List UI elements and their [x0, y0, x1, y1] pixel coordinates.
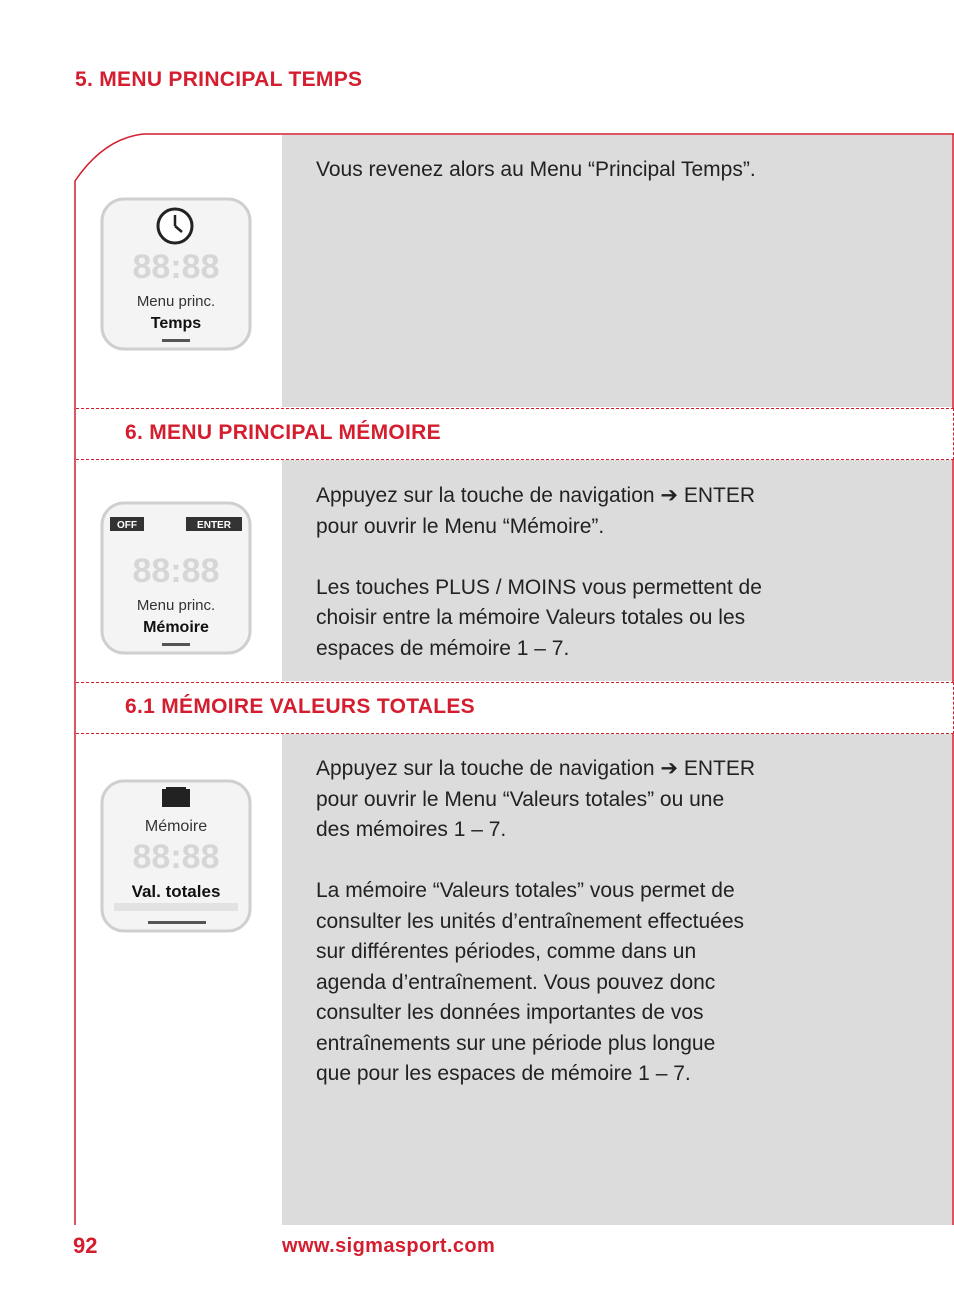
memory-icon: [162, 787, 190, 807]
section-5-heading: 5. MENU PRINCIPAL TEMPS: [75, 68, 363, 91]
device-line1-temps: Menu princ.: [136, 293, 216, 310]
off-label: OFF: [117, 520, 137, 531]
page-number: 92: [73, 1233, 98, 1258]
device-line2-valeurs: Val. totales: [131, 882, 221, 901]
clock-icon: [158, 209, 192, 243]
website-link[interactable]: www.sigmasport.com: [282, 1235, 496, 1257]
section-6-band: [76, 408, 954, 460]
section-6-text: Appuyez sur la touche de navigation ➔ ENTER pour ouvrir le Menu “Mémoire”. Les touches PLUS / MOINS vous permettent de choisir entre la mémoire Valeurs totales ou les espaces de mémoire 1 – 7.: [316, 484, 762, 660]
digits-temps: 88:88: [132, 248, 220, 286]
device-line2-temps: Temps: [150, 315, 202, 332]
device-line2-memoire: Mémoire: [143, 619, 209, 636]
section-6-heading: 6. MENU PRINCIPAL MÉMOIRE: [125, 421, 441, 444]
section-5-text: Vous revenez alors au Menu “Principal Temps”.: [316, 158, 756, 181]
device-line1-valeurs: Mémoire: [144, 818, 208, 835]
device-line1-memoire: Menu princ.: [136, 597, 216, 614]
device-display-valeurs: [96, 773, 256, 943]
section-6-1-heading: 6.1 MÉMOIRE VALEURS TOTALES: [125, 695, 475, 718]
enter-label: ENTER: [197, 520, 231, 531]
digits-valeurs: 88:88: [132, 838, 220, 876]
section-6-1-band: [76, 682, 954, 734]
section-6-1-text: Appuyez sur la touche de navigation ➔ ENTER pour ouvrir le Menu “Valeurs totales” ou une des mémoires 1 – 7. La mémoire “Valeurs totales” vous permet de consulter les unités d’entraînement effectuées sur différentes périodes, comme dans un agenda d’entraînement. Vous pouvez donc consulter les données importantes de vos entraînements sur une période plus longue que pour les espaces de mémoire 1 – 7.: [316, 757, 756, 1085]
device-display-memoire: [96, 495, 256, 665]
device-display-temps: [96, 191, 256, 361]
digits-memoire: 88:88: [132, 552, 220, 590]
